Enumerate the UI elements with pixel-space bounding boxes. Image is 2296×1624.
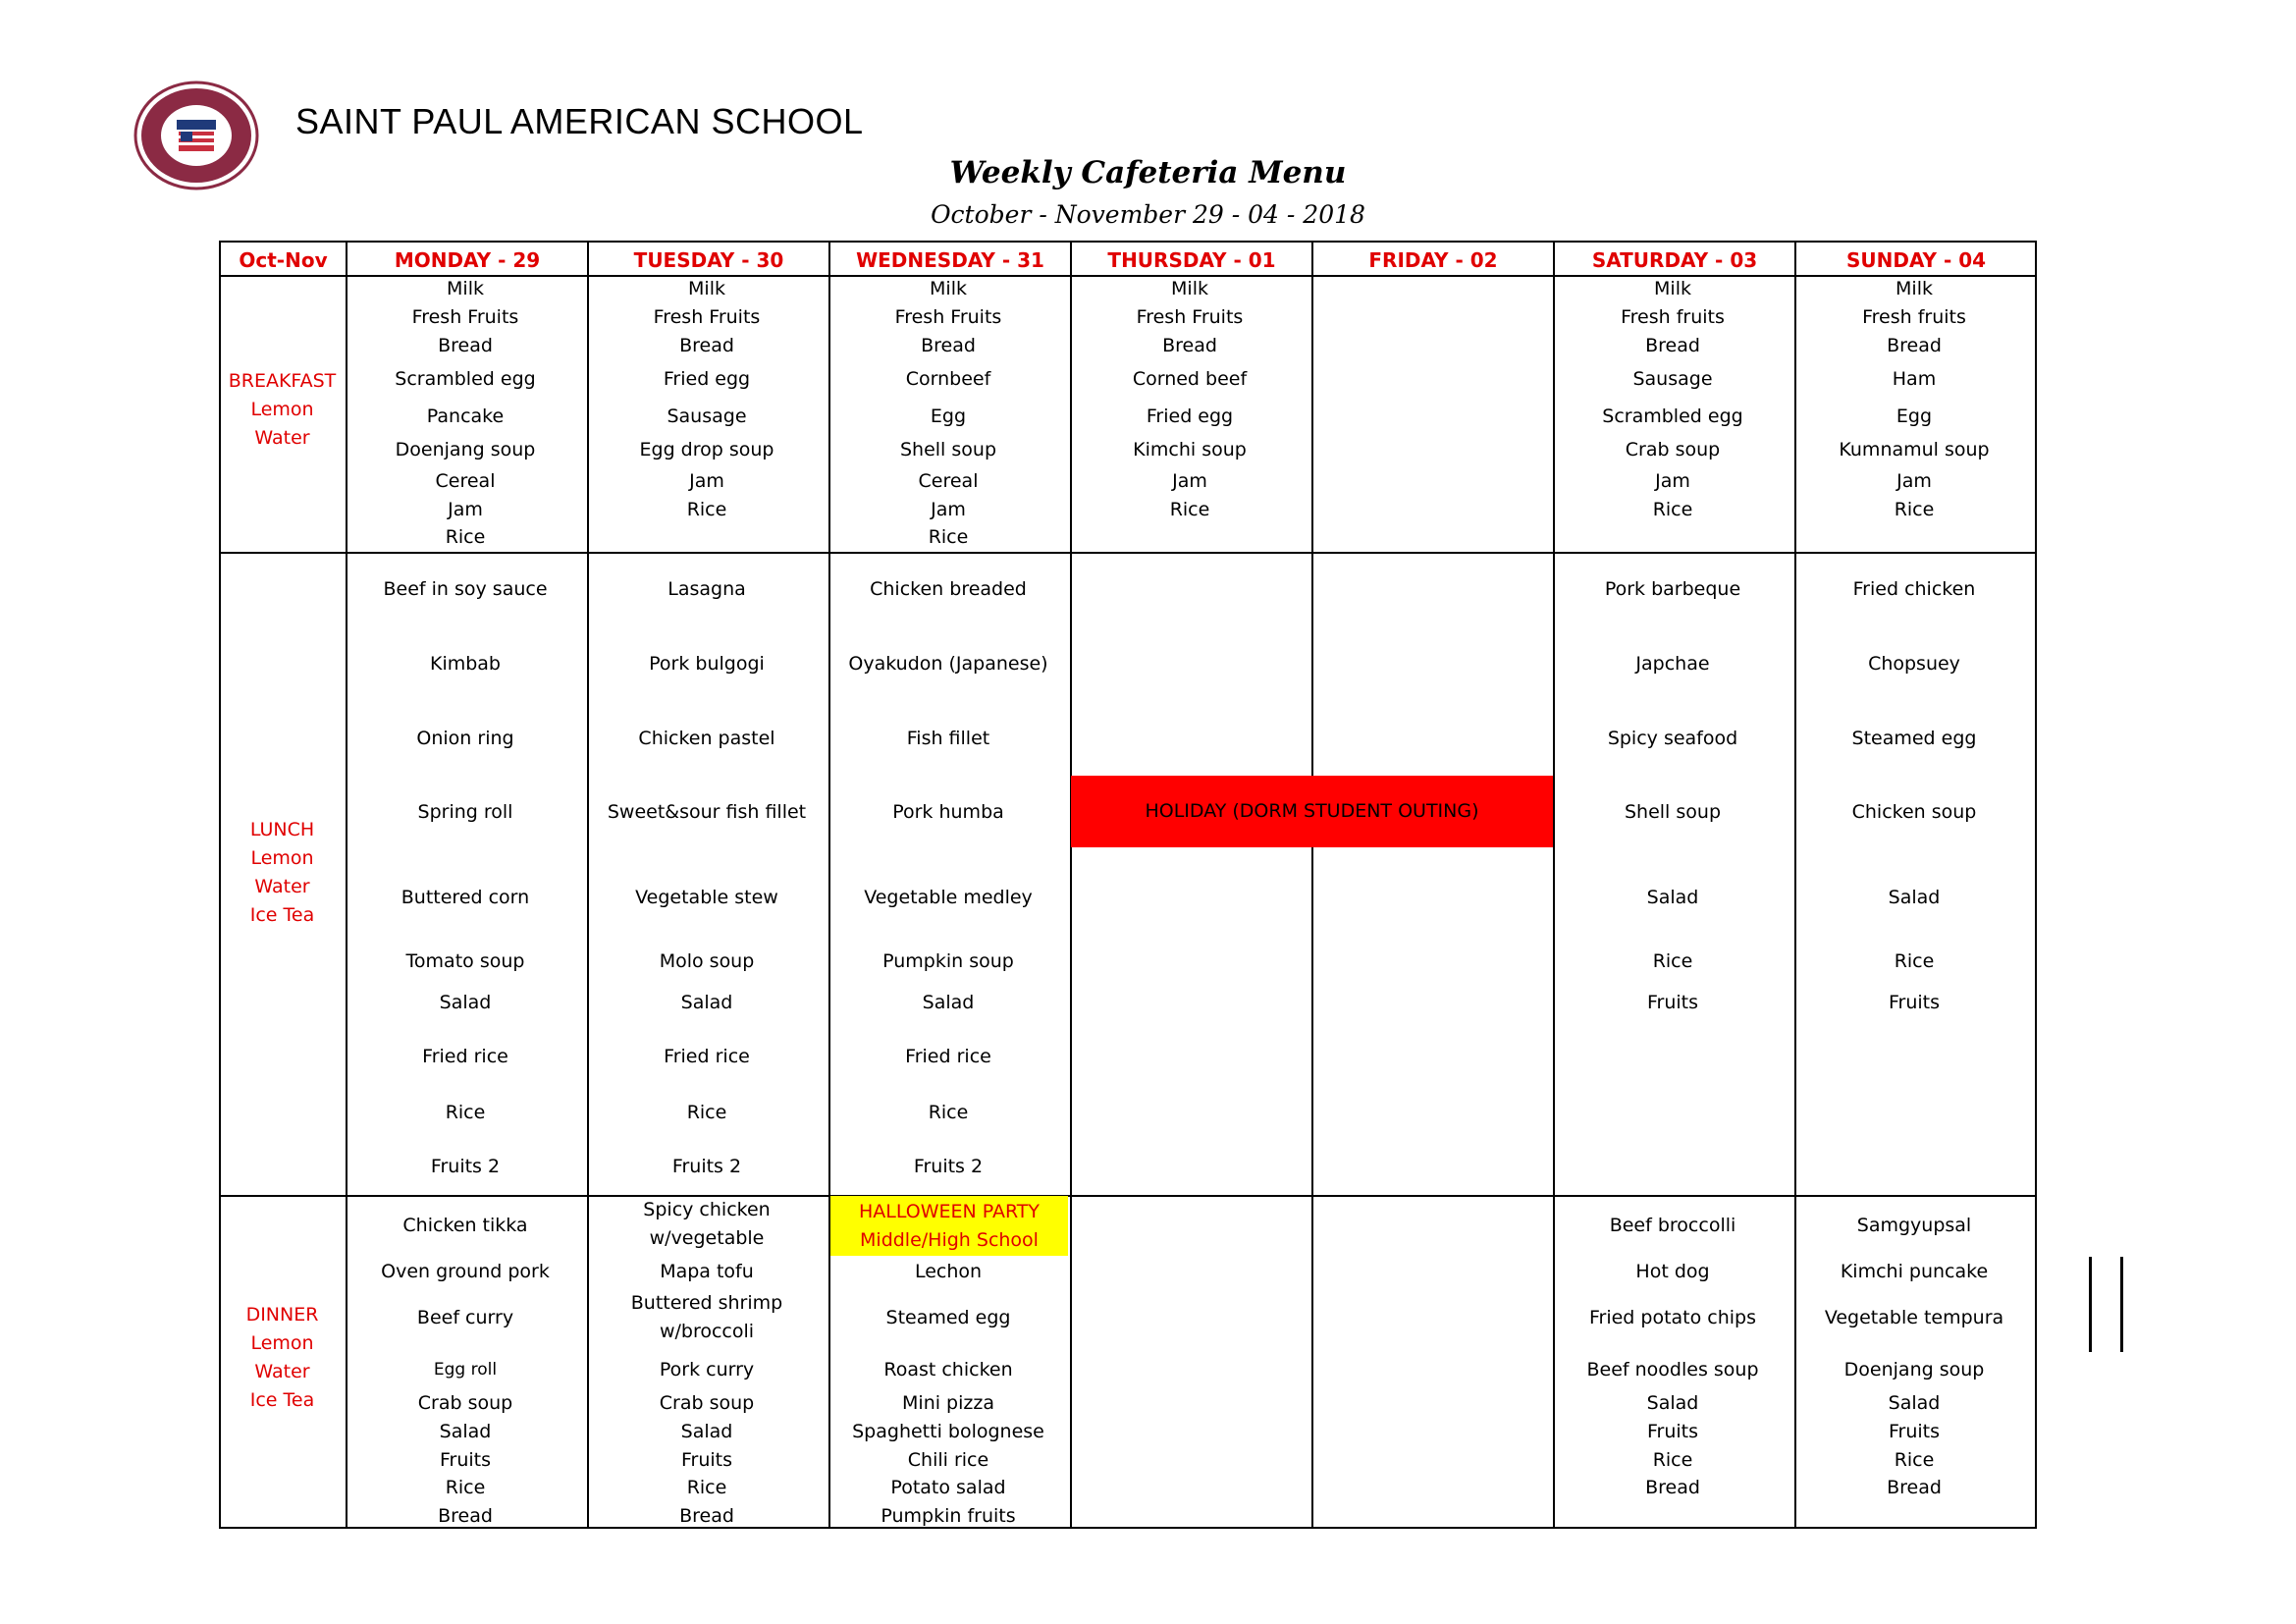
- menu-item: Rice: [445, 526, 486, 548]
- day-header-sun: SUNDAY - 04: [1845, 248, 1987, 272]
- menu-table: [219, 241, 2037, 1529]
- menu-item: Pork curry: [659, 1359, 755, 1380]
- menu-item: Fried potato chips: [1588, 1307, 1757, 1328]
- menu-item: Japchae: [1635, 653, 1710, 675]
- menu-item: Shell soup: [1624, 801, 1721, 823]
- menu-item: Salad: [1646, 887, 1699, 908]
- menu-item: Crab soup: [1625, 439, 1721, 460]
- menu-item: Rice: [686, 1102, 727, 1123]
- menu-item: Steamed egg: [1851, 728, 1977, 749]
- menu-item: Bread: [438, 335, 493, 356]
- menu-item: Jam: [931, 499, 966, 520]
- menu-item: Salad: [680, 992, 733, 1013]
- menu-item: Vegetable tempura: [1824, 1307, 2004, 1328]
- menu-item: Bread: [921, 335, 976, 356]
- meal-label-dinner: DINNER Lemon Water Ice Tea: [245, 1304, 319, 1411]
- menu-item: Spaghetti bolognese: [852, 1421, 1044, 1442]
- menu-item: Oyakudon (Japanese): [848, 653, 1048, 675]
- menu-item: Fruits: [1888, 1421, 1941, 1442]
- menu-item: w/broccoli: [659, 1321, 755, 1342]
- menu-item: Beef curry: [416, 1307, 514, 1328]
- menu-item: Samgyupsal: [1856, 1215, 1972, 1236]
- menu-item: Salad: [680, 1421, 733, 1442]
- menu-item: Scrambled egg: [395, 368, 536, 390]
- margin-mark: [2089, 1257, 2092, 1352]
- menu-item: Cereal: [435, 470, 496, 492]
- menu-item: Rice: [686, 1477, 727, 1498]
- menu-item: Fried rice: [422, 1046, 508, 1067]
- menu-item: Bread: [1887, 1477, 1942, 1498]
- menu-item: Jam: [1655, 470, 1690, 492]
- menu-item: Jam: [689, 470, 724, 492]
- menu-item: Egg: [930, 406, 967, 427]
- menu-item: Spicy chicken: [643, 1199, 771, 1220]
- menu-item: Fruits: [1646, 1421, 1699, 1442]
- menu-item: Cereal: [918, 470, 979, 492]
- menu-item: Salad: [1646, 1392, 1699, 1414]
- menu-item: Beef in soy sauce: [383, 578, 548, 600]
- menu-item: Rice: [1652, 950, 1693, 972]
- menu-item: Salad: [439, 992, 492, 1013]
- menu-item: Steamed egg: [885, 1307, 1011, 1328]
- menu-item: Pork humba: [892, 801, 1004, 823]
- menu-item: Lasagna: [667, 578, 746, 600]
- menu-item: Ham: [1892, 368, 1937, 390]
- menu-item: Crab soup: [659, 1392, 755, 1414]
- menu-item: Shell soup: [899, 439, 996, 460]
- menu-item: Bread: [1887, 335, 1942, 356]
- menu-item: Bread: [1162, 335, 1217, 356]
- menu-item: Milk: [1171, 278, 1208, 299]
- menu-item: Fruits: [439, 1449, 492, 1471]
- meal-label-breakfast: BREAKFAST Lemon Water: [228, 370, 337, 449]
- menu-item: Spicy seafood: [1607, 728, 1738, 749]
- menu-item: Pork barbeque: [1604, 578, 1741, 600]
- menu-item: Fresh Fruits: [1136, 306, 1244, 328]
- menu-item: Tomato soup: [405, 950, 525, 972]
- menu-item: Chicken pastel: [638, 728, 775, 749]
- menu-item: Doenjang soup: [1843, 1359, 1985, 1380]
- day-header-sat: SATURDAY - 03: [1591, 248, 1758, 272]
- menu-item: Fried chicken: [1852, 578, 1976, 600]
- menu-item: Bread: [679, 335, 734, 356]
- menu-item: Fruits 2: [671, 1156, 742, 1177]
- menu-item: Pork bulgogi: [649, 653, 765, 675]
- menu-item: Spring roll: [417, 801, 513, 823]
- menu-item: Milk: [447, 278, 484, 299]
- menu-item: Fried egg: [663, 368, 751, 390]
- menu-item: Mini pizza: [902, 1392, 994, 1414]
- menu-item: Rice: [1652, 499, 1693, 520]
- holiday-banner: HOLIDAY (DORM STUDENT OUTING): [1071, 776, 1553, 847]
- menu-item: Fish fillet: [906, 728, 990, 749]
- menu-item: Fruits: [1646, 992, 1699, 1013]
- halloween-party-banner: HALLOWEEN PARTY Middle/High School: [830, 1196, 1068, 1256]
- menu-item: Jam: [1172, 470, 1207, 492]
- menu-item: Chicken tikka: [402, 1215, 528, 1236]
- menu-item: Chili rice: [907, 1449, 989, 1471]
- menu-item: Hot dog: [1635, 1261, 1710, 1282]
- menu-item: Kimchi soup: [1133, 439, 1247, 460]
- menu-item: Fried rice: [664, 1046, 750, 1067]
- menu-item: Fried rice: [905, 1046, 991, 1067]
- menu-item: Mapa tofu: [660, 1261, 754, 1282]
- menu-item: Fresh Fruits: [411, 306, 519, 328]
- menu-item: Scrambled egg: [1602, 406, 1743, 427]
- menu-item: Jam: [1896, 470, 1932, 492]
- menu-item: Egg: [1896, 406, 1933, 427]
- menu-item: Fruits 2: [913, 1156, 984, 1177]
- menu-item: Corned beef: [1132, 368, 1248, 390]
- menu-item: Sausage: [1632, 368, 1713, 390]
- menu-item: w/vegetable: [649, 1227, 765, 1249]
- menu-item: Buttered shrimp: [630, 1292, 783, 1314]
- menu-item: Milk: [1654, 278, 1691, 299]
- menu-item: Rice: [928, 526, 969, 548]
- menu-item: Beef broccolli: [1609, 1215, 1736, 1236]
- menu-item: Crab soup: [417, 1392, 513, 1414]
- menu-item: Jam: [448, 499, 483, 520]
- menu-item: Rice: [1652, 1449, 1693, 1471]
- menu-item: Rice: [445, 1477, 486, 1498]
- menu-item: Bread: [1645, 1477, 1700, 1498]
- menu-item: Egg drop soup: [639, 439, 774, 460]
- menu-item: Lechon: [914, 1261, 983, 1282]
- menu-item: Kimchi puncake: [1840, 1261, 1989, 1282]
- menu-item: Fruits 2: [430, 1156, 501, 1177]
- school-name: SAINT PAUL AMERICAN SCHOOL: [295, 101, 864, 141]
- menu-item: Milk: [688, 278, 725, 299]
- day-header-thu: THURSDAY - 01: [1107, 248, 1276, 272]
- menu-item: Rice: [445, 1102, 486, 1123]
- menu-item: Fried egg: [1146, 406, 1234, 427]
- meal-label-lunch: LUNCH Lemon Water Ice Tea: [249, 819, 315, 926]
- menu-item: Beef noodles soup: [1586, 1359, 1759, 1380]
- menu-item: Milk: [930, 278, 967, 299]
- day-header-fri: FRIDAY - 02: [1368, 248, 1498, 272]
- menu-item: Sausage: [667, 406, 747, 427]
- menu-item: Doenjang soup: [395, 439, 536, 460]
- menu-item: Bread: [438, 1505, 493, 1527]
- menu-item: Chicken soup: [1851, 801, 1977, 823]
- menu-item: Kumnamul soup: [1839, 439, 1990, 460]
- menu-item: Chicken breaded: [870, 578, 1027, 600]
- menu-item: Pancake: [426, 406, 505, 427]
- day-header-tue: TUESDAY - 30: [633, 248, 784, 272]
- menu-item: Buttered corn: [400, 887, 530, 908]
- menu-item: Bread: [679, 1505, 734, 1527]
- menu-item: Molo soup: [659, 950, 755, 972]
- menu-item: Salad: [922, 992, 975, 1013]
- day-header-wed: WEDNESDAY - 31: [856, 248, 1044, 272]
- menu-item: Roast chicken: [883, 1359, 1013, 1380]
- menu-item: Salad: [1888, 1392, 1941, 1414]
- menu-item: Salad: [439, 1421, 492, 1442]
- menu-item: Sweet&sour fish fillet: [607, 801, 807, 823]
- menu-item: Fresh fruits: [1621, 306, 1725, 328]
- menu-item: Kimbab: [429, 653, 501, 675]
- menu-item: Vegetable medley: [864, 887, 1033, 908]
- menu-item: Chopsuey: [1868, 653, 1960, 675]
- menu-item: Rice: [686, 499, 727, 520]
- menu-item: Fresh fruits: [1862, 306, 1966, 328]
- menu-dates: October - November 29 - 04 - 2018: [931, 200, 1365, 229]
- menu-item: Milk: [1896, 278, 1933, 299]
- menu-item: Salad: [1888, 887, 1941, 908]
- menu-title: Weekly Cafeteria Menu: [949, 155, 1347, 190]
- menu-item: Fresh Fruits: [653, 306, 761, 328]
- menu-item: Fresh Fruits: [894, 306, 1002, 328]
- menu-item: Egg roll: [433, 1360, 498, 1380]
- corner-header: Oct-Nov: [239, 248, 328, 272]
- menu-item: Onion ring: [416, 728, 514, 749]
- menu-item: Cornbeef: [905, 368, 991, 390]
- menu-item: Rice: [1894, 950, 1935, 972]
- day-header-mon: MONDAY - 29: [394, 248, 541, 272]
- menu-item: Fruits: [680, 1449, 733, 1471]
- menu-item: Vegetable stew: [635, 887, 778, 908]
- menu-item: Rice: [1169, 499, 1210, 520]
- menu-item: Pumpkin soup: [882, 950, 1014, 972]
- menu-item: Pumpkin fruits: [881, 1505, 1016, 1527]
- menu-item: Oven ground pork: [381, 1261, 550, 1282]
- menu-item: Rice: [928, 1102, 969, 1123]
- menu-item: Fruits: [1888, 992, 1941, 1013]
- menu-item: Potato salad: [890, 1477, 1006, 1498]
- margin-mark: [2120, 1257, 2123, 1352]
- menu-item: Rice: [1894, 1449, 1935, 1471]
- menu-item: Rice: [1894, 499, 1935, 520]
- menu-item: Bread: [1645, 335, 1700, 356]
